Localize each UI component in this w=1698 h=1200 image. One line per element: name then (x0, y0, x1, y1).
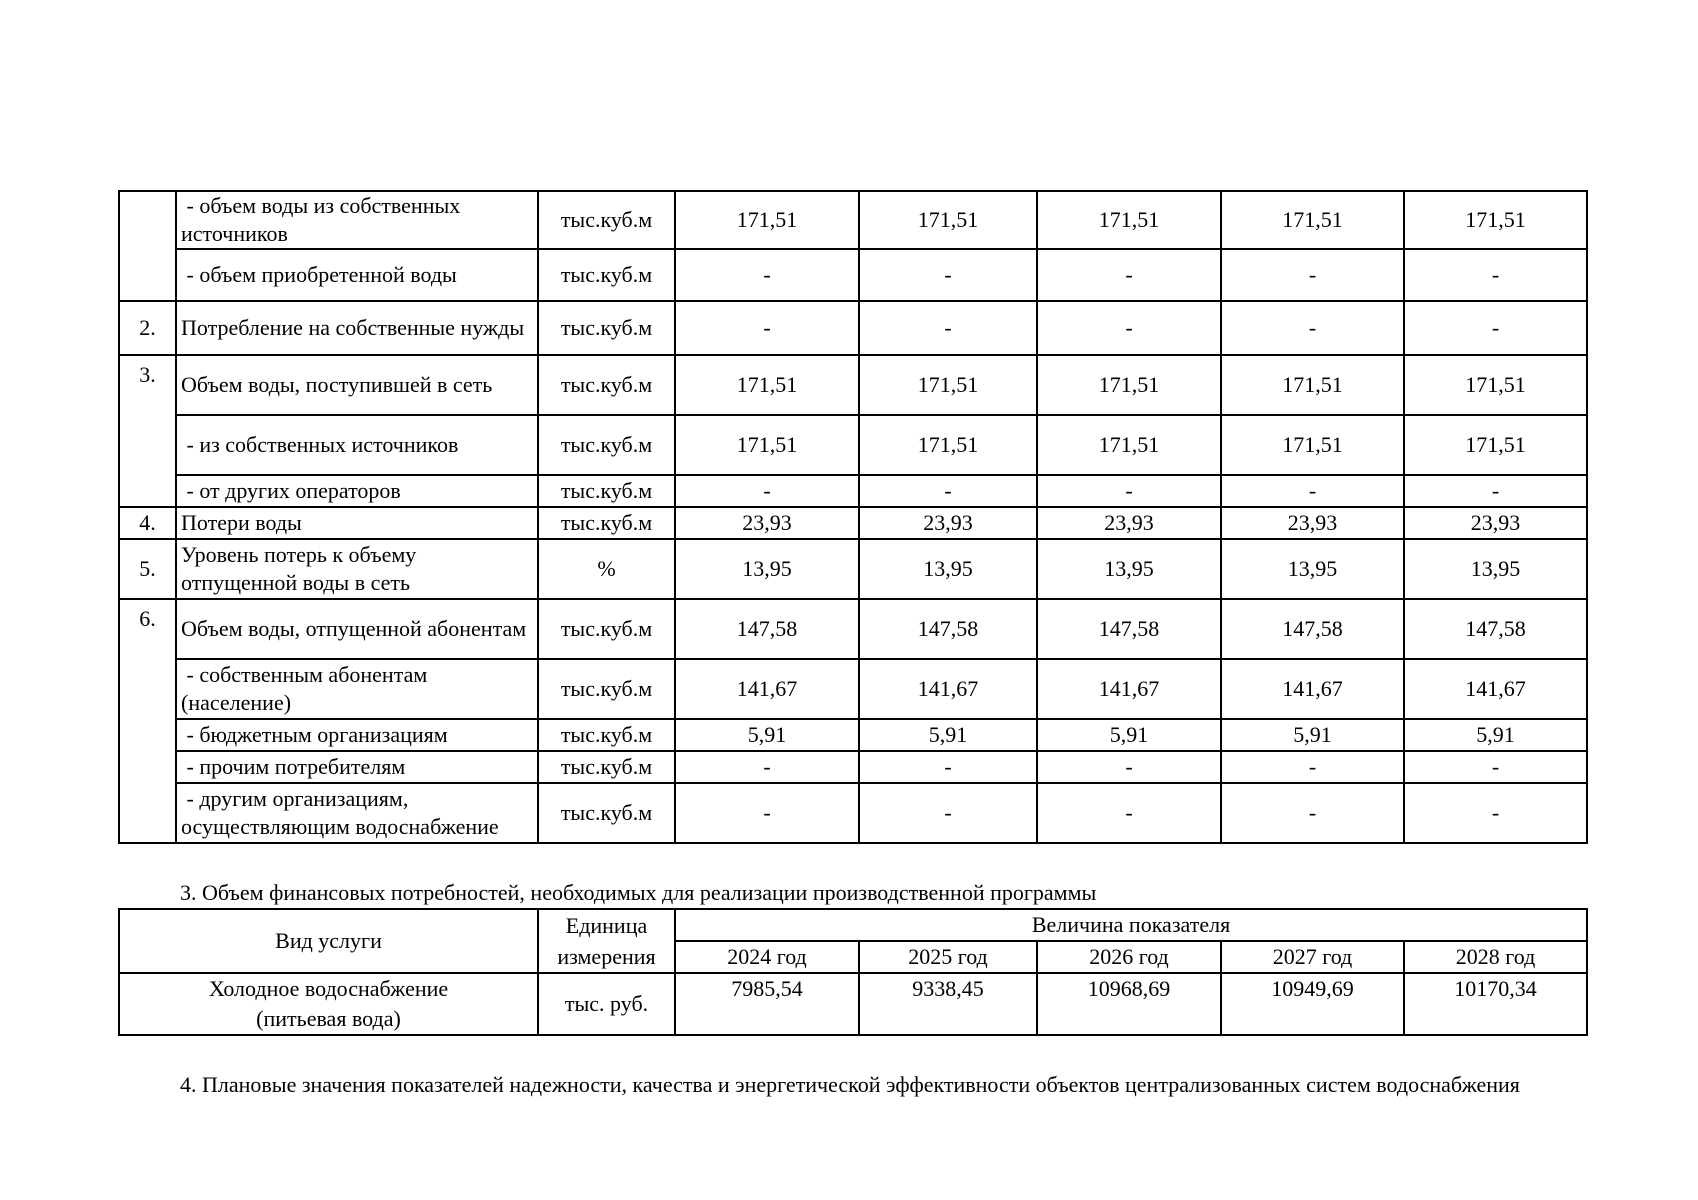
row-value: 171,51 (1221, 191, 1404, 249)
table-row (119, 751, 1587, 783)
row-value: - (1221, 301, 1404, 355)
row-value: - (859, 475, 1037, 507)
row-value: - (859, 249, 1037, 301)
row-value: - (675, 751, 859, 783)
row-label: - от других операторов (176, 475, 538, 507)
row-value: - (1221, 751, 1404, 783)
row-label: - объем приобретенной воды (176, 249, 538, 301)
table-row (119, 719, 1587, 751)
row-value: 171,51 (675, 355, 859, 415)
row-value: - (1037, 783, 1221, 843)
row-value: 5,91 (1037, 719, 1221, 751)
row-value: 13,95 (1404, 539, 1587, 599)
row-unit: тыс.куб.м (538, 599, 675, 659)
row-value: - (1404, 783, 1587, 843)
row-unit: тыс.куб.м (538, 475, 675, 507)
header-year: 2028 год (1404, 941, 1587, 973)
row-value: - (859, 751, 1037, 783)
row-value: 171,51 (1037, 191, 1221, 249)
service-name-line1: Холодное водоснабжение (208, 976, 449, 1001)
row-label: - собственным абонентам (население) (176, 659, 538, 719)
row-value: - (675, 249, 859, 301)
row-value: 141,67 (1404, 659, 1587, 719)
row-value: 171,51 (1404, 415, 1587, 475)
row-value: - (1037, 249, 1221, 301)
header-year: 2025 год (859, 941, 1037, 973)
row-value: 23,93 (1037, 507, 1221, 539)
header-value-group: Величина показателя (675, 909, 1587, 941)
row-value: 23,93 (859, 507, 1037, 539)
row-value: 171,51 (1037, 415, 1221, 475)
row-value: 171,51 (1037, 355, 1221, 415)
table-row (119, 249, 1587, 301)
row-unit: тыс.куб.м (538, 507, 675, 539)
row-number: 4. (119, 507, 176, 539)
row-label: - бюджетным организациям (176, 719, 538, 751)
row-label: Уровень потерь к объему отпущенной воды в сеть (176, 539, 538, 599)
row-value: 171,51 (675, 415, 859, 475)
row-value: 13,95 (1221, 539, 1404, 599)
table-row (119, 783, 1587, 843)
table-row (119, 301, 1587, 355)
row-unit: тыс.куб.м (538, 415, 675, 475)
financial-value: 10949,69 (1221, 973, 1404, 1035)
row-value: 5,91 (1221, 719, 1404, 751)
row-label: - прочим потребителям (176, 751, 538, 783)
row-value: 141,67 (1037, 659, 1221, 719)
row-value: - (1221, 475, 1404, 507)
financial-value: 10170,34 (1404, 973, 1587, 1035)
production-volumes-table (118, 190, 1588, 844)
row-unit: тыс.куб.м (538, 191, 675, 249)
service-unit: тыс. руб. (538, 973, 675, 1035)
row-number: 6. (119, 599, 176, 843)
row-unit: тыс.куб.м (538, 301, 675, 355)
header-year: 2024 год (675, 941, 859, 973)
table-row (119, 191, 1587, 249)
row-value: - (1037, 751, 1221, 783)
row-value: 147,58 (675, 599, 859, 659)
row-value: 13,95 (859, 539, 1037, 599)
row-unit: тыс.куб.м (538, 719, 675, 751)
financial-needs-table (118, 908, 1588, 1036)
row-value: 23,93 (675, 507, 859, 539)
table-row (119, 355, 1587, 415)
row-value: 171,51 (1221, 355, 1404, 415)
row-value: 147,58 (859, 599, 1037, 659)
row-value: 171,51 (675, 191, 859, 249)
row-label: - объем воды из собственных источников (176, 191, 538, 249)
row-number: 5. (119, 539, 176, 599)
row-value: 171,51 (859, 191, 1037, 249)
row-unit: тыс.куб.м (538, 751, 675, 783)
row-value: 147,58 (1404, 599, 1587, 659)
header-year: 2027 год (1221, 941, 1404, 973)
row-value: 147,58 (1221, 599, 1404, 659)
row-value: 171,51 (859, 355, 1037, 415)
row-unit: тыс.куб.м (538, 355, 675, 415)
row-number: 2. (119, 301, 176, 355)
financial-value: 10968,69 (1037, 973, 1221, 1035)
row-value: 23,93 (1404, 507, 1587, 539)
row-value: - (1404, 475, 1587, 507)
table-row (119, 539, 1587, 599)
table-row (119, 475, 1587, 507)
header-unit-line2: измерения (538, 941, 675, 973)
row-unit: тыс.куб.м (538, 783, 675, 843)
row-value: - (1404, 301, 1587, 355)
row-value: - (859, 783, 1037, 843)
row-value: - (859, 301, 1037, 355)
row-value: 171,51 (1404, 191, 1587, 249)
section-4-title: 4. Плановые значения показателей надежности, качества и энергетической эффективности объектов централизованных систем водоснабжения (180, 1072, 1520, 1097)
row-unit: тыс.куб.м (538, 659, 675, 719)
row-value: - (1221, 783, 1404, 843)
row-value: - (1037, 301, 1221, 355)
row-value: 141,67 (675, 659, 859, 719)
header-service: Вид услуги (119, 909, 538, 973)
row-value: 141,67 (1221, 659, 1404, 719)
row-value: 5,91 (675, 719, 859, 751)
row-value: 141,67 (859, 659, 1037, 719)
row-number (119, 191, 176, 301)
service-name-line2: (питьевая вода) (256, 1006, 401, 1031)
row-value: - (675, 301, 859, 355)
row-label: Объем воды, отпущенной абонентам (176, 599, 538, 659)
row-value: 147,58 (1037, 599, 1221, 659)
row-value: 171,51 (859, 415, 1037, 475)
financial-value: 7985,54 (675, 973, 859, 1035)
row-label: - другим организациям, осуществляющим водоснабжение (176, 783, 538, 843)
row-value: 171,51 (1221, 415, 1404, 475)
row-label: Объем воды, поступившей в сеть (176, 355, 538, 415)
row-unit: % (538, 539, 675, 599)
row-number: 3. (119, 355, 176, 507)
row-value: - (1404, 751, 1587, 783)
row-value: - (1037, 475, 1221, 507)
service-name-cell (119, 973, 538, 1035)
row-value: 171,51 (1404, 355, 1587, 415)
table-row (119, 659, 1587, 719)
row-value: - (675, 475, 859, 507)
row-label: - из собственных источников (176, 415, 538, 475)
header-year: 2026 год (1037, 941, 1221, 973)
row-value: - (1221, 249, 1404, 301)
row-value: 13,95 (675, 539, 859, 599)
table-row (119, 507, 1587, 539)
row-label: Потребление на собственные нужды (176, 301, 538, 355)
header-unit-line1: Единица (538, 909, 675, 941)
table-row (119, 599, 1587, 659)
financial-value: 9338,45 (859, 973, 1037, 1035)
row-label: Потери воды (176, 507, 538, 539)
row-value: 5,91 (1404, 719, 1587, 751)
row-unit: тыс.куб.м (538, 249, 675, 301)
row-value: 5,91 (859, 719, 1037, 751)
table-row (119, 415, 1587, 475)
row-value: - (675, 783, 859, 843)
section-3-title: 3. Объем финансовых потребностей, необходимых для реализации производственной программы (180, 880, 1097, 905)
row-value: 23,93 (1221, 507, 1404, 539)
row-value: - (1404, 249, 1587, 301)
row-value: 13,95 (1037, 539, 1221, 599)
